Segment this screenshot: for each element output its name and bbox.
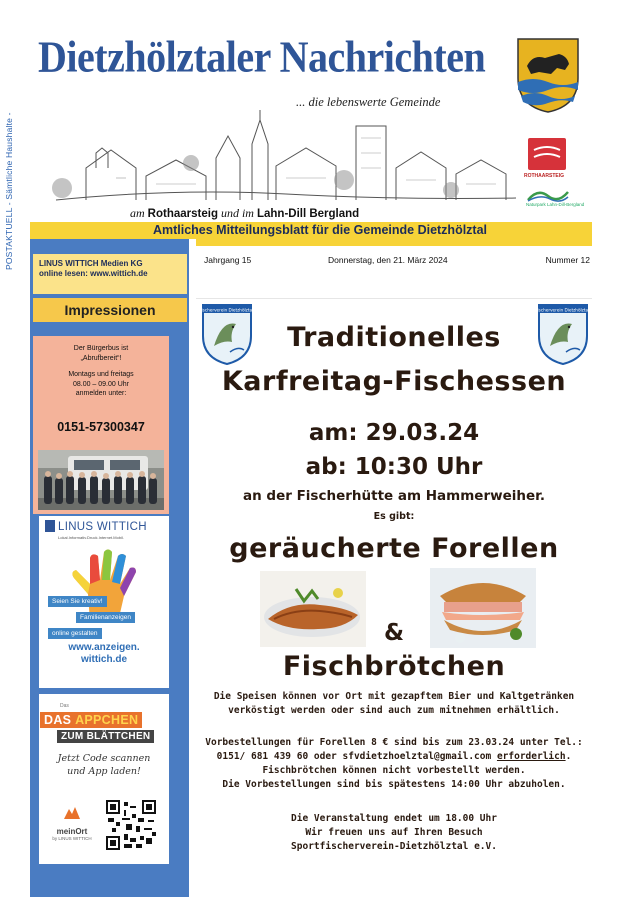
- issue-number: Nummer 12: [545, 255, 590, 265]
- buergerbus-group-photo: [38, 450, 164, 510]
- official-bulletin-band: Amtliches Mitteilungsblatt für die Gemeinde Dietzhölztal: [30, 222, 592, 239]
- rothaarsteig-logo: [526, 136, 568, 172]
- svg-text:Sportfischerverein Dietzhölzta: Sportfischerverein Dietzhölztal 1971: [524, 307, 602, 313]
- app-ad-title: DAS APPCHEN: [40, 712, 142, 728]
- ad-tag-online: online gestalten: [48, 628, 102, 639]
- ad-tag-familienanzeigen: Familienanzeigen: [76, 612, 135, 623]
- publisher-box: [33, 254, 187, 294]
- meinort-mark-icon: [63, 806, 81, 820]
- svg-text:Sportfischerverein Dietzhölzta: Sportfischerverein Dietzhölztal 1971: [188, 307, 266, 313]
- event-location: an der Fischerhütte am Hammerweiher.: [242, 488, 545, 504]
- app-ad-subtitle: ZUM BLÄTTCHEN: [57, 730, 154, 743]
- headline-line-1: Traditionelles: [287, 322, 501, 353]
- headline-line-2: Karfreitag-Fischessen: [221, 366, 567, 397]
- municipal-coat-of-arms: [515, 36, 581, 114]
- fish-roll-photo: [430, 568, 536, 648]
- qr-code[interactable]: [106, 800, 156, 850]
- yellow-rule: [196, 239, 592, 246]
- app-ad-handwriting: Jetzt Code scannen und App laden!: [57, 753, 151, 777]
- section-heading-impressionen: Impressionen: [33, 298, 187, 322]
- issue-date: Donnerstag, den 21. März 2024: [328, 255, 448, 265]
- preorder-info: Vorbestellungen für Forellen 8 € sind bis zum 23.03.24 unter Tel.: 0151/ 681 439 60 oder sfvdietzhoelztal@gmail.com erforderlich. Fischbrötchen können nicht vorbestellt werden. Die Vorbestellungen sind bis spätestens 14:00 Uhr abzuholen.: [205, 737, 583, 790]
- naturpark-label: Naturpark Lahn-Dill-Bergland: [526, 202, 585, 207]
- meinort-logo: meinOrt by LINUS WITTICH: [46, 806, 98, 841]
- event-date: am: 29.03.24: [308, 420, 480, 446]
- ad-tag-kreativ: Seien Sie kreativ!: [48, 596, 107, 607]
- buergerbus-phone: 0151-57300347: [57, 420, 145, 434]
- naturpark-logo: [526, 186, 570, 202]
- online-reading-link[interactable]: online lesen: www.wittich.de: [39, 269, 148, 278]
- side-label: POSTAKTUELL - Sämtliche Haushalte -: [4, 112, 14, 270]
- masthead-title: Dietzhölztaler Nachrichten: [38, 31, 486, 82]
- app-ad-small-text: Das: [60, 703, 69, 709]
- rothaarsteig-label: ROTHAARSTEIG: [524, 173, 564, 179]
- linus-wittich-claim: Lokal.Informativ.Druck.Internet.Mobil.: [58, 535, 124, 540]
- issue-volume: Jahrgang 15: [204, 255, 252, 265]
- masthead-subtitle: ... die lebenswerte Gemeinde: [296, 95, 441, 109]
- menu-item-trout: geräucherte Forellen: [229, 533, 559, 564]
- masthead-tagline: am Rothaarsteig und im Lahn-Dill Bergland: [130, 206, 360, 220]
- content-divider: [196, 298, 592, 299]
- closing-info: Die Veranstaltung endet um 18.00 Uhr Wir freuen uns auf Ihren Besuch Sportfischerverein-Dietzhölztal e.V.: [291, 813, 497, 852]
- village-sketch-illustration: [56, 108, 516, 206]
- menu-intro: Es gibt:: [373, 511, 415, 522]
- buergerbus-text: Der Bürgerbus ist „Abrufbereit“! Montags und freitags 08.00 – 09.00 Uhr anmelden unter:: [68, 345, 134, 397]
- publisher-name: LINUS WITTICH Medien KG: [39, 259, 143, 268]
- linus-wittich-logo: LINUS WITTICH: [45, 520, 147, 533]
- drinks-info: Die Speisen können vor Ort mit gezapftem Bier und Kaltgetränken verköstigt werden oder sind auch zum mitnehmen erhältlich.: [213, 691, 575, 716]
- event-time: ab: 10:30 Uhr: [305, 454, 483, 480]
- ampersand: &: [383, 620, 405, 646]
- anzeigen-url-link[interactable]: www.anzeigen. wittich.de: [68, 642, 140, 665]
- menu-item-fish-roll: Fischbrötchen: [282, 651, 506, 682]
